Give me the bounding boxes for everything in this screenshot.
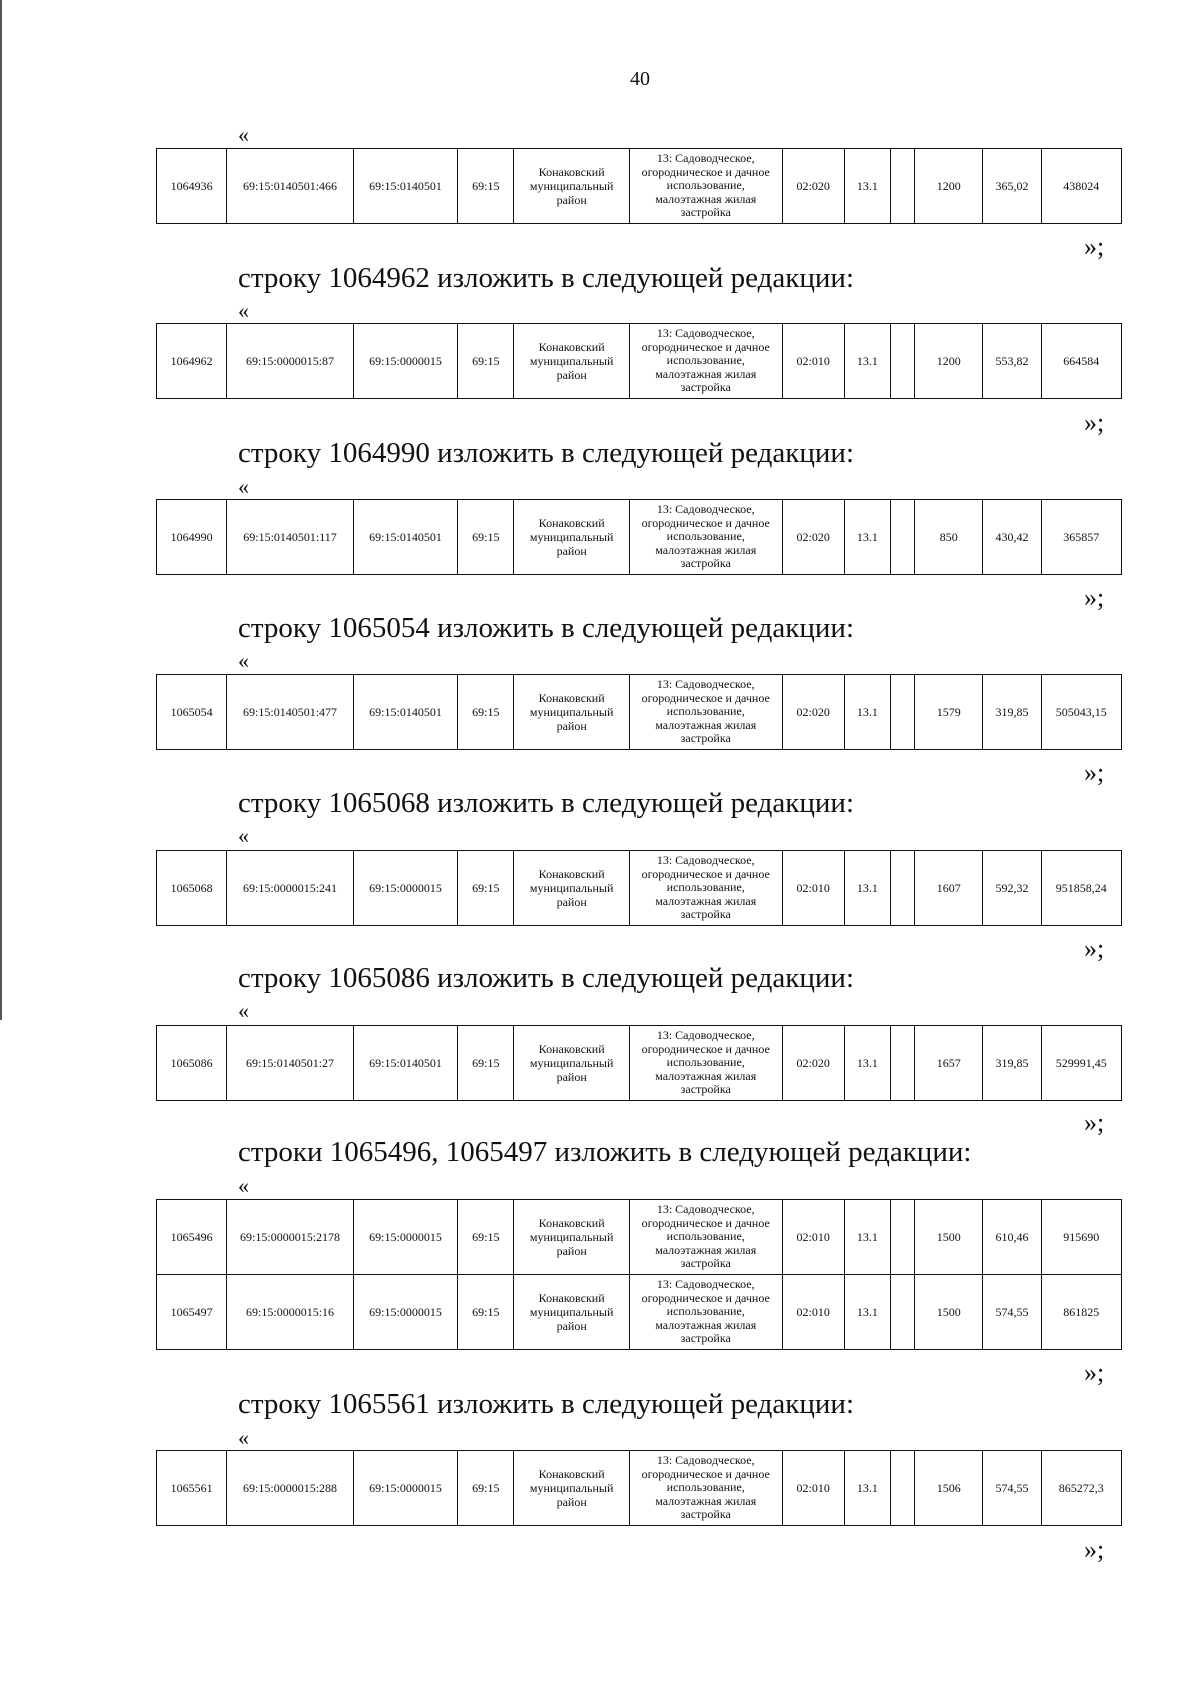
cadastral-number-cell: 69:15:0140501:27 (227, 1026, 354, 1101)
district-code-cell: 69:15 (458, 149, 514, 224)
page-number: 40 (630, 68, 650, 90)
amendment-heading: строку 1065054 изложить в следующей редакции: (238, 612, 854, 644)
block-number-cell: 69:15:0140501 (353, 675, 457, 750)
area-cell: 1500 (915, 1200, 983, 1275)
district-code-cell: 69:15 (458, 1200, 514, 1275)
area-cell: 1657 (915, 1026, 983, 1101)
zone-code-cell: 02:020 (782, 149, 844, 224)
table-row (157, 851, 1122, 926)
closing-quote: »; (1084, 1358, 1105, 1387)
district-name-cell: Конаковский муниципальный район (514, 1275, 629, 1350)
cadastral-table (156, 1199, 1122, 1350)
block-number-cell: 69:15:0140501 (353, 1026, 457, 1101)
area-cell: 1200 (915, 149, 983, 224)
district-name-cell: Конаковский муниципальный район (514, 851, 629, 926)
area-cell: 1200 (915, 324, 983, 399)
area-cell: 1500 (915, 1275, 983, 1350)
empty-cell (890, 1275, 914, 1350)
district-code-cell: 69:15 (458, 851, 514, 926)
opening-quote: « (238, 122, 249, 147)
rate-cell: 574,55 (983, 1451, 1041, 1526)
area-cell: 1506 (915, 1451, 983, 1526)
opening-quote: « (238, 998, 249, 1023)
closing-quote: »; (1084, 934, 1105, 963)
block-number-cell: 69:15:0140501 (353, 149, 457, 224)
value-cell: 365857 (1041, 500, 1121, 575)
block-number-cell: 69:15:0000015 (353, 324, 457, 399)
rate-cell: 319,85 (983, 1026, 1041, 1101)
row-number-cell: 1065561 (157, 1451, 227, 1526)
zone-code-cell: 02:010 (782, 1451, 844, 1526)
rate-cell: 592,32 (983, 851, 1041, 926)
table-row (157, 149, 1122, 224)
rate-cell: 430,42 (983, 500, 1041, 575)
amendment-heading: строку 1065086 изложить в следующей редакции: (238, 962, 854, 994)
opening-quote: « (238, 298, 249, 323)
empty-cell (890, 1026, 914, 1101)
value-cell: 951858,24 (1041, 851, 1121, 926)
amendment-heading: строки 1065496, 1065497 изложить в следующей редакции: (238, 1136, 972, 1168)
land-use-cell: 13: Садоводческое, огородническое и дачное использование, малоэтажная жилая застройка (629, 500, 782, 575)
rate-cell: 365,02 (983, 149, 1041, 224)
group-code-cell: 13.1 (844, 851, 890, 926)
opening-quote: « (238, 648, 249, 673)
cadastral-number-cell: 69:15:0000015:2178 (227, 1200, 354, 1275)
district-name-cell: Конаковский муниципальный район (514, 1451, 629, 1526)
area-cell: 1579 (915, 675, 983, 750)
table-row (157, 1451, 1122, 1526)
row-number-cell: 1065497 (157, 1275, 227, 1350)
empty-cell (890, 675, 914, 750)
row-number-cell: 1065496 (157, 1200, 227, 1275)
block-number-cell: 69:15:0000015 (353, 1275, 457, 1350)
table-row (157, 1026, 1122, 1101)
amendment-heading: строку 1064990 изложить в следующей редакции: (238, 437, 854, 469)
group-code-cell: 13.1 (844, 1275, 890, 1350)
district-name-cell: Конаковский муниципальный район (514, 500, 629, 575)
group-code-cell: 13.1 (844, 324, 890, 399)
cadastral-table (156, 499, 1122, 575)
zone-code-cell: 02:010 (782, 1200, 844, 1275)
scan-edge-line (0, 0, 2, 1020)
opening-quote: « (238, 1173, 249, 1198)
value-cell: 438024 (1041, 149, 1121, 224)
district-code-cell: 69:15 (458, 1451, 514, 1526)
row-number-cell: 1064962 (157, 324, 227, 399)
amendment-heading: строку 1065561 изложить в следующей редакции: (238, 1388, 854, 1420)
closing-quote: »; (1084, 583, 1105, 612)
value-cell: 529991,45 (1041, 1026, 1121, 1101)
area-cell: 850 (915, 500, 983, 575)
cadastral-number-cell: 69:15:0140501:477 (227, 675, 354, 750)
closing-quote: »; (1084, 232, 1105, 261)
district-code-cell: 69:15 (458, 1026, 514, 1101)
table-row (157, 1200, 1122, 1275)
row-number-cell: 1065068 (157, 851, 227, 926)
cadastral-table (156, 850, 1122, 926)
cadastral-number-cell: 69:15:0000015:241 (227, 851, 354, 926)
group-code-cell: 13.1 (844, 1200, 890, 1275)
closing-quote: »; (1084, 408, 1105, 437)
empty-cell (890, 149, 914, 224)
value-cell: 865272,3 (1041, 1451, 1121, 1526)
empty-cell (890, 500, 914, 575)
district-code-cell: 69:15 (458, 1275, 514, 1350)
zone-code-cell: 02:010 (782, 324, 844, 399)
empty-cell (890, 851, 914, 926)
closing-quote: »; (1084, 758, 1105, 787)
empty-cell (890, 1451, 914, 1526)
cadastral-number-cell: 69:15:0140501:117 (227, 500, 354, 575)
value-cell: 861825 (1041, 1275, 1121, 1350)
zone-code-cell: 02:010 (782, 1275, 844, 1350)
cadastral-number-cell: 69:15:0140501:466 (227, 149, 354, 224)
table-row (157, 1275, 1122, 1350)
opening-quote: « (238, 1425, 249, 1450)
closing-quote: »; (1084, 1535, 1105, 1564)
row-number-cell: 1064990 (157, 500, 227, 575)
amendment-heading: строку 1064962 изложить в следующей редакции: (238, 262, 854, 294)
land-use-cell: 13: Садоводческое, огородническое и дачное использование, малоэтажная жилая застройка (629, 1026, 782, 1101)
district-name-cell: Конаковский муниципальный район (514, 1026, 629, 1101)
block-number-cell: 69:15:0000015 (353, 1451, 457, 1526)
district-code-cell: 69:15 (458, 500, 514, 575)
land-use-cell: 13: Садоводческое, огородническое и дачное использование, малоэтажная жилая застройка (629, 149, 782, 224)
land-use-cell: 13: Садоводческое, огородническое и дачное использование, малоэтажная жилая застройка (629, 1275, 782, 1350)
area-cell: 1607 (915, 851, 983, 926)
zone-code-cell: 02:020 (782, 500, 844, 575)
cadastral-table (156, 1025, 1122, 1101)
cadastral-number-cell: 69:15:0000015:288 (227, 1451, 354, 1526)
land-use-cell: 13: Садоводческое, огородническое и дачное использование, малоэтажная жилая застройка (629, 1451, 782, 1526)
district-name-cell: Конаковский муниципальный район (514, 324, 629, 399)
district-code-cell: 69:15 (458, 324, 514, 399)
cadastral-number-cell: 69:15:0000015:87 (227, 324, 354, 399)
opening-quote: « (238, 474, 249, 499)
district-name-cell: Конаковский муниципальный район (514, 1200, 629, 1275)
closing-quote: »; (1084, 1108, 1105, 1137)
value-cell: 915690 (1041, 1200, 1121, 1275)
table-row (157, 675, 1122, 750)
group-code-cell: 13.1 (844, 500, 890, 575)
zone-code-cell: 02:010 (782, 851, 844, 926)
zone-code-cell: 02:020 (782, 1026, 844, 1101)
block-number-cell: 69:15:0000015 (353, 851, 457, 926)
empty-cell (890, 1200, 914, 1275)
rate-cell: 319,85 (983, 675, 1041, 750)
cadastral-table (156, 148, 1122, 224)
district-name-cell: Конаковский муниципальный район (514, 675, 629, 750)
block-number-cell: 69:15:0140501 (353, 500, 457, 575)
group-code-cell: 13.1 (844, 1026, 890, 1101)
empty-cell (890, 324, 914, 399)
land-use-cell: 13: Садоводческое, огородническое и дачное использование, малоэтажная жилая застройка (629, 851, 782, 926)
rate-cell: 610,46 (983, 1200, 1041, 1275)
block-number-cell: 69:15:0000015 (353, 1200, 457, 1275)
rate-cell: 553,82 (983, 324, 1041, 399)
amendment-heading: строку 1065068 изложить в следующей редакции: (238, 787, 854, 819)
land-use-cell: 13: Садоводческое, огородническое и дачное использование, малоэтажная жилая застройка (629, 1200, 782, 1275)
land-use-cell: 13: Садоводческое, огородническое и дачное использование, малоэтажная жилая застройка (629, 324, 782, 399)
group-code-cell: 13.1 (844, 675, 890, 750)
group-code-cell: 13.1 (844, 149, 890, 224)
row-number-cell: 1065086 (157, 1026, 227, 1101)
opening-quote: « (238, 823, 249, 848)
district-name-cell: Конаковский муниципальный район (514, 149, 629, 224)
table-row (157, 324, 1122, 399)
group-code-cell: 13.1 (844, 1451, 890, 1526)
value-cell: 505043,15 (1041, 675, 1121, 750)
land-use-cell: 13: Садоводческое, огородническое и дачное использование, малоэтажная жилая застройка (629, 675, 782, 750)
row-number-cell: 1064936 (157, 149, 227, 224)
cadastral-table (156, 1450, 1122, 1526)
cadastral-number-cell: 69:15:0000015:16 (227, 1275, 354, 1350)
row-number-cell: 1065054 (157, 675, 227, 750)
zone-code-cell: 02:020 (782, 675, 844, 750)
rate-cell: 574,55 (983, 1275, 1041, 1350)
district-code-cell: 69:15 (458, 675, 514, 750)
value-cell: 664584 (1041, 324, 1121, 399)
cadastral-table (156, 674, 1122, 750)
table-row (157, 500, 1122, 575)
cadastral-table (156, 323, 1122, 399)
